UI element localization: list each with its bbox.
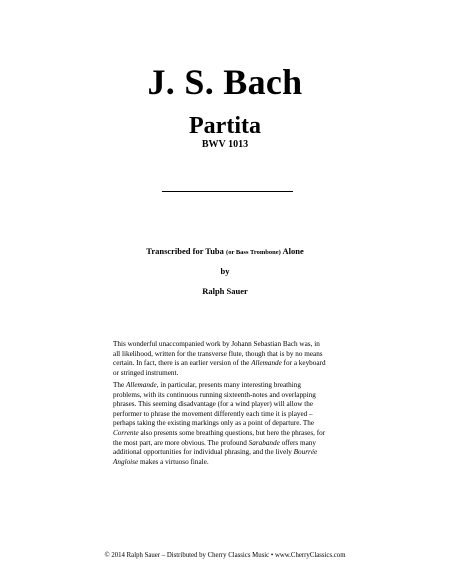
- paragraph-line: [113, 381, 339, 391]
- work-title: Partita: [189, 113, 261, 139]
- paragraph-line: This wonderful unaccompanied work by Johann Sebastian Bach was, in: [113, 340, 320, 348]
- text-run: certain. In fact, there is an earlier version of the: [113, 359, 252, 368]
- paragraph-line: all likelihood, written for the transverse flute, though that is by no means: [113, 349, 323, 358]
- paragraph-line: perhaps taking the existing markings only as a point of departure. The: [113, 419, 315, 428]
- transcription-line: [0, 246, 450, 258]
- paragraph-line: [113, 359, 339, 369]
- intro-paragraph: [113, 340, 339, 378]
- movements-paragraph: [113, 381, 339, 467]
- transcription-prefix: Transcribed for Tuba: [146, 246, 227, 256]
- paragraph-line: or stringed instrument.: [113, 368, 179, 377]
- text-run: The: [113, 381, 126, 389]
- movement-name: Angloise: [113, 457, 139, 466]
- text-run: the most part, are more obvious. The profound: [113, 438, 249, 447]
- divider-rule: [162, 191, 293, 192]
- paragraph-line: [113, 439, 339, 449]
- text-run: also presents some breathing questions, but here the phrases, for: [138, 428, 326, 437]
- paragraph-line: [113, 458, 339, 468]
- movement-name: Bourrée: [293, 448, 318, 457]
- paragraph-line: performer to phrase the movement differently each time it is played –: [113, 409, 313, 418]
- composer-name: J. S. Bach: [147, 62, 303, 102]
- text-run: additional opportunities for individual phrasing, and the lively: [113, 448, 294, 457]
- by-label: by: [220, 266, 230, 276]
- copyright-footer: © 2014 Ralph Sauer – Distributed by Cherry Classics Music • www.CherryClassics.com: [104, 552, 346, 559]
- movement-name: Corrente: [113, 428, 139, 437]
- text-run: makes a virtuoso finale.: [138, 457, 209, 466]
- movement-name: Sarabande: [248, 438, 280, 447]
- paragraph-line: phrases. This seeming disadvantage (for a wind player) will allow the: [113, 400, 314, 409]
- arranger-name: Ralph Sauer: [202, 286, 248, 296]
- text-run: , in particular, presents many interesting breathing: [156, 381, 301, 389]
- movement-name: Allemande: [125, 381, 157, 389]
- movement-name: Allemande: [251, 359, 282, 368]
- transcription-alt-instrument: (or Bass Trombone): [226, 249, 281, 256]
- paragraph-line: [113, 448, 339, 458]
- text-run: for a keyboard: [281, 359, 326, 368]
- catalog-number: BWV 1013: [201, 139, 249, 150]
- transcription-suffix: Alone: [280, 246, 304, 256]
- paragraph-line: problems, with its continuous running sixteenth-notes and overlapping: [113, 390, 316, 399]
- paragraph-line: [113, 429, 339, 439]
- text-run: offers many: [279, 438, 316, 447]
